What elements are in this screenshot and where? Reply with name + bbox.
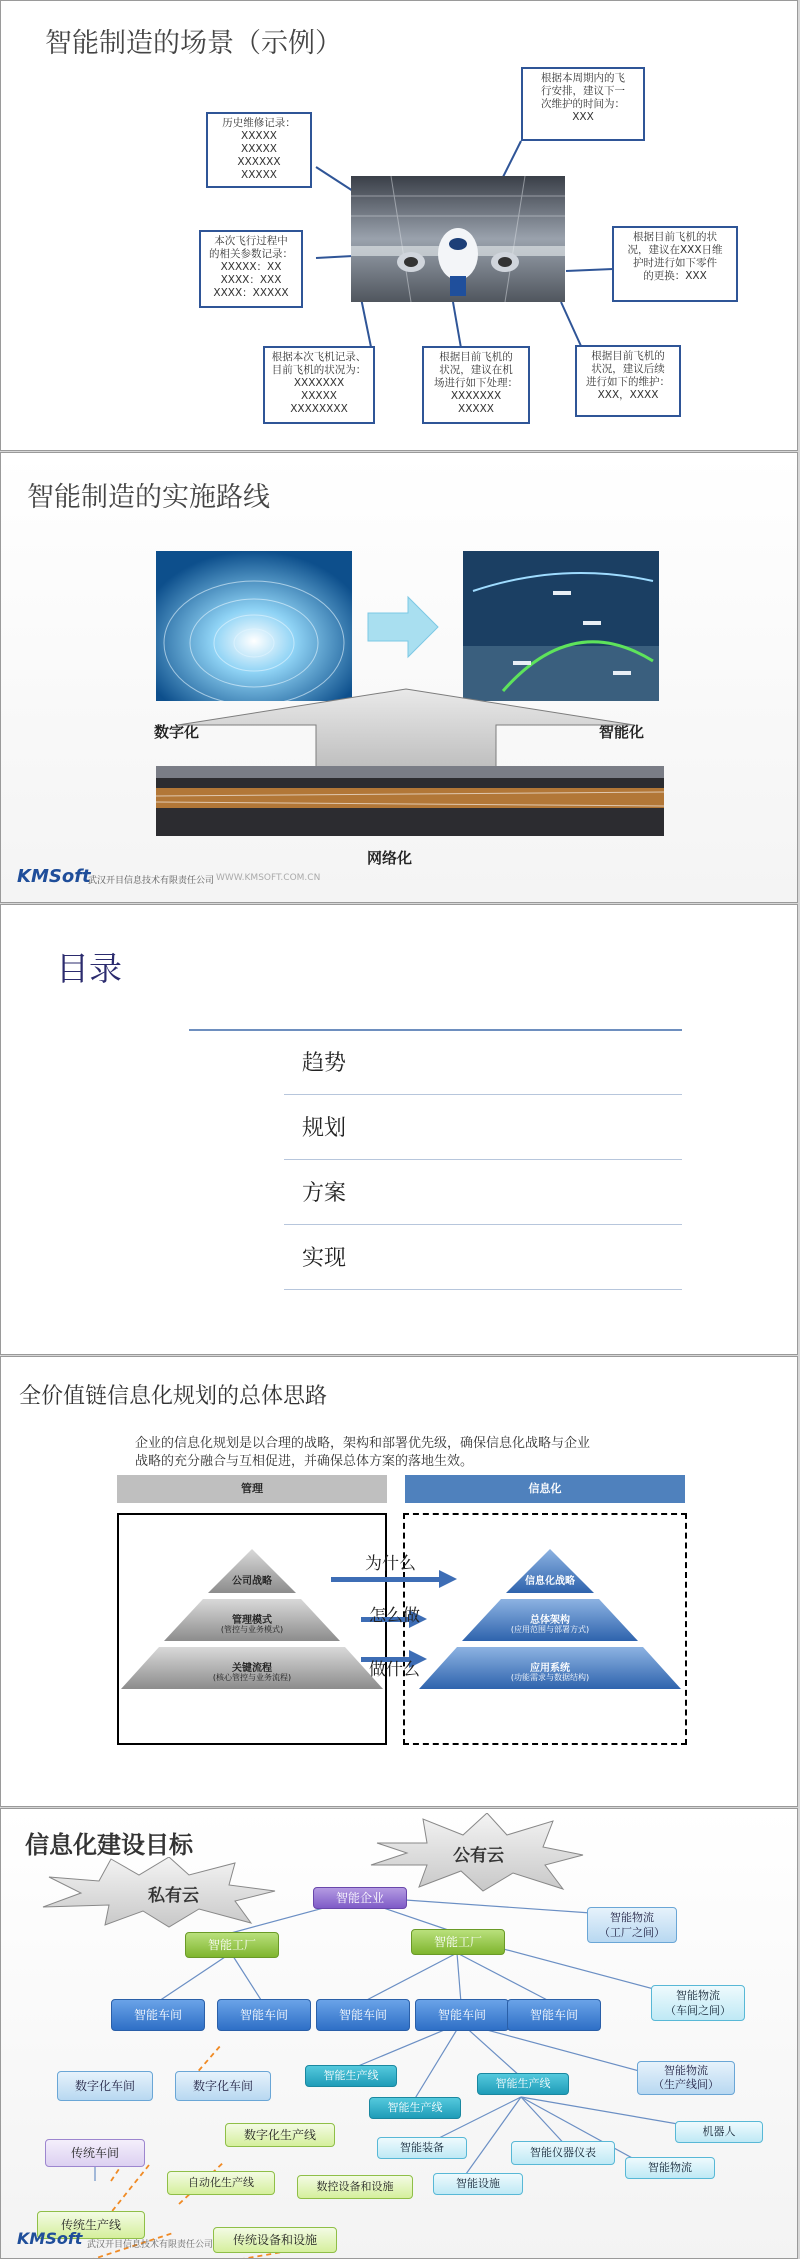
pyramid-left-level-3: 关键流程 bbox=[232, 1663, 272, 1674]
smart-airport-image bbox=[463, 551, 659, 701]
slide-planning-approach bbox=[0, 1356, 798, 1807]
intro-line-2: 战略的充分融合与互相促进，并确保总体方案的落地生效。 bbox=[135, 1454, 474, 1469]
node-smart-line-2[interactable]: 智能生产线 bbox=[477, 2073, 569, 2095]
node-digital-workshop-1[interactable]: 数字化车间 bbox=[57, 2071, 153, 2101]
node-smart-workshop-2[interactable]: 智能车间 bbox=[217, 1999, 311, 2031]
private-cloud-label: 私有云 bbox=[148, 1886, 199, 1906]
node-digital-line[interactable]: 数字化生产线 bbox=[225, 2123, 335, 2147]
slide-title: 信息化建设目标 bbox=[25, 1831, 193, 1859]
toc-divider bbox=[284, 1159, 682, 1160]
node-cnc-equipment[interactable]: 数控设备和设施 bbox=[297, 2175, 413, 2199]
header-management: 管理 bbox=[117, 1475, 387, 1503]
node-smart-workshop-5[interactable]: 智能车间 bbox=[507, 1999, 601, 2031]
pyramid-left-level-2: 管理模式 bbox=[232, 1615, 272, 1626]
slide-implementation-route bbox=[0, 452, 798, 903]
pyramid-right-level-3: 应用系统 bbox=[530, 1663, 570, 1674]
callout-parts-replacement: 根据目前飞机的状 况，建议在XXX日维 护时进行如下零件 的更换：XXX bbox=[612, 226, 738, 302]
toc-item-solution[interactable]: 方案 bbox=[302, 1181, 347, 1206]
network-image bbox=[156, 766, 664, 836]
slide-title: 目录 bbox=[56, 949, 122, 988]
intro-line-1: 企业的信息化规划是以合理的战略，架构和部署优先级，确保信息化战略与企业 bbox=[135, 1436, 591, 1451]
callout-maintenance-history: 历史维修记录： XXXXX XXXXX XXXXXX XXXXX bbox=[206, 112, 312, 188]
public-cloud-label: 公有云 bbox=[453, 1846, 504, 1866]
label-networking: 网络化 bbox=[367, 849, 413, 867]
node-smart-factory-left[interactable]: 智能工厂 bbox=[185, 1932, 279, 1958]
node-smart-facility[interactable]: 智能设施 bbox=[433, 2173, 523, 2195]
toc-divider bbox=[284, 1094, 682, 1095]
company-logo: KMSoft bbox=[17, 2229, 83, 2248]
header-informatization: 信息化 bbox=[405, 1475, 685, 1503]
label-intelligentization: 智能化 bbox=[599, 723, 645, 741]
toc-divider bbox=[284, 1289, 682, 1290]
company-name: 武汉开目信息技术有限责任公司 bbox=[87, 2240, 214, 2250]
callout-current-status: 根据本次飞机记录、 目前飞机的状况为： XXXXXXX XXXXX XXXXXXXX bbox=[263, 346, 375, 424]
node-smart-workshop-4[interactable]: 智能车间 bbox=[415, 1999, 509, 2031]
label-digitalization: 数字化 bbox=[154, 723, 200, 741]
node-logistics-between-lines[interactable]: 智能物流 （生产线间） bbox=[637, 2061, 735, 2095]
arrow-label-how: 怎么做 bbox=[369, 1606, 420, 1626]
node-smart-enterprise[interactable]: 智能企业 bbox=[313, 1887, 407, 1909]
toc-item-trend[interactable]: 趋势 bbox=[302, 1051, 347, 1076]
node-logistics-between-workshops[interactable]: 智能物流 （车间之间） bbox=[651, 1985, 745, 2021]
node-digital-workshop-2[interactable]: 数字化车间 bbox=[175, 2071, 271, 2101]
pyramid-left-level-2-sub: (管控与业务模式) bbox=[220, 1625, 284, 1634]
pyramid-right-level-2: 总体架构 bbox=[530, 1615, 570, 1626]
airplane-hangar-image bbox=[351, 176, 565, 302]
node-traditional-workshop[interactable]: 传统车间 bbox=[45, 2139, 145, 2167]
node-traditional-equipment[interactable]: 传统设备和设施 bbox=[213, 2227, 337, 2253]
toc-item-implementation[interactable]: 实现 bbox=[302, 1246, 347, 1271]
toc-item-planning[interactable]: 规划 bbox=[302, 1116, 347, 1141]
company-url: WWW.KMSOFT.COM.CN bbox=[216, 873, 321, 883]
toc-top-rule bbox=[189, 1029, 682, 1031]
toc-divider bbox=[284, 1224, 682, 1225]
node-smart-workshop-3[interactable]: 智能车间 bbox=[316, 1999, 410, 2031]
pyramid-left-level-3-sub: (核心管控与业务流程) bbox=[212, 1673, 292, 1682]
node-robot[interactable]: 机器人 bbox=[675, 2121, 763, 2143]
node-smart-workshop-1[interactable]: 智能车间 bbox=[111, 1999, 205, 2031]
arrow-label-what: 做什么 bbox=[369, 1660, 420, 1680]
pyramid-right-level-1: 信息化战略 bbox=[525, 1576, 575, 1587]
node-automated-line[interactable]: 自动化生产线 bbox=[167, 2171, 275, 2195]
arrow-label-why: 为什么 bbox=[365, 1554, 416, 1574]
callout-follow-up-maintenance: 根据目前飞机的 状况，建议后续 进行如下的维护： XXX，XXXX bbox=[575, 345, 681, 417]
slide-title: 智能制造的场景（示例） bbox=[45, 28, 342, 59]
callout-flight-parameters: 本次飞行过程中 的相关参数记录： XXXXX：XX XXXX：XXX XXXX：XXXXX bbox=[199, 230, 303, 308]
company-logo: KMSoft bbox=[17, 866, 91, 887]
slide-title: 智能制造的实施路线 bbox=[27, 482, 270, 513]
right-arrow-icon bbox=[366, 595, 440, 659]
upward-arrow-shape bbox=[176, 687, 636, 775]
slide-title: 全价值链信息化规划的总体思路 bbox=[19, 1384, 328, 1409]
node-traditional-line[interactable]: 传统生产线 bbox=[37, 2211, 145, 2239]
node-smart-line-3[interactable]: 智能生产线 bbox=[369, 2097, 461, 2119]
node-smart-factory-right[interactable]: 智能工厂 bbox=[411, 1929, 505, 1955]
node-smart-line-1[interactable]: 智能生产线 bbox=[305, 2065, 397, 2087]
slide-table-of-contents bbox=[0, 904, 798, 1355]
callout-next-maintenance: 根据本周期内的飞 行安排，建议下一 次维护的时间为： XXX bbox=[521, 67, 645, 141]
slide-informatization-goals bbox=[0, 1808, 798, 2259]
slide-smart-manufacturing-scenario bbox=[0, 0, 798, 451]
digital-tunnel-image bbox=[156, 551, 352, 701]
pyramid-left-level-1: 公司战略 bbox=[232, 1576, 272, 1587]
node-smart-logistics[interactable]: 智能物流 bbox=[625, 2157, 715, 2179]
node-smart-instrument[interactable]: 智能仪器仪表 bbox=[511, 2141, 615, 2165]
node-logistics-between-factories[interactable]: 智能物流 （工厂之间） bbox=[587, 1907, 677, 1943]
callout-airport-handling: 根据目前飞机的 状况，建议在机 场进行如下处理： XXXXXXX XXXXX bbox=[422, 346, 530, 424]
pyramid-right-level-2-sub: (应用范围与部署方式) bbox=[510, 1625, 590, 1634]
company-name: 武汉开目信息技术有限责任公司 bbox=[88, 876, 215, 886]
pyramid-right-level-3-sub: (功能需求与数据结构) bbox=[510, 1673, 590, 1682]
node-smart-equipment[interactable]: 智能装备 bbox=[377, 2137, 467, 2159]
